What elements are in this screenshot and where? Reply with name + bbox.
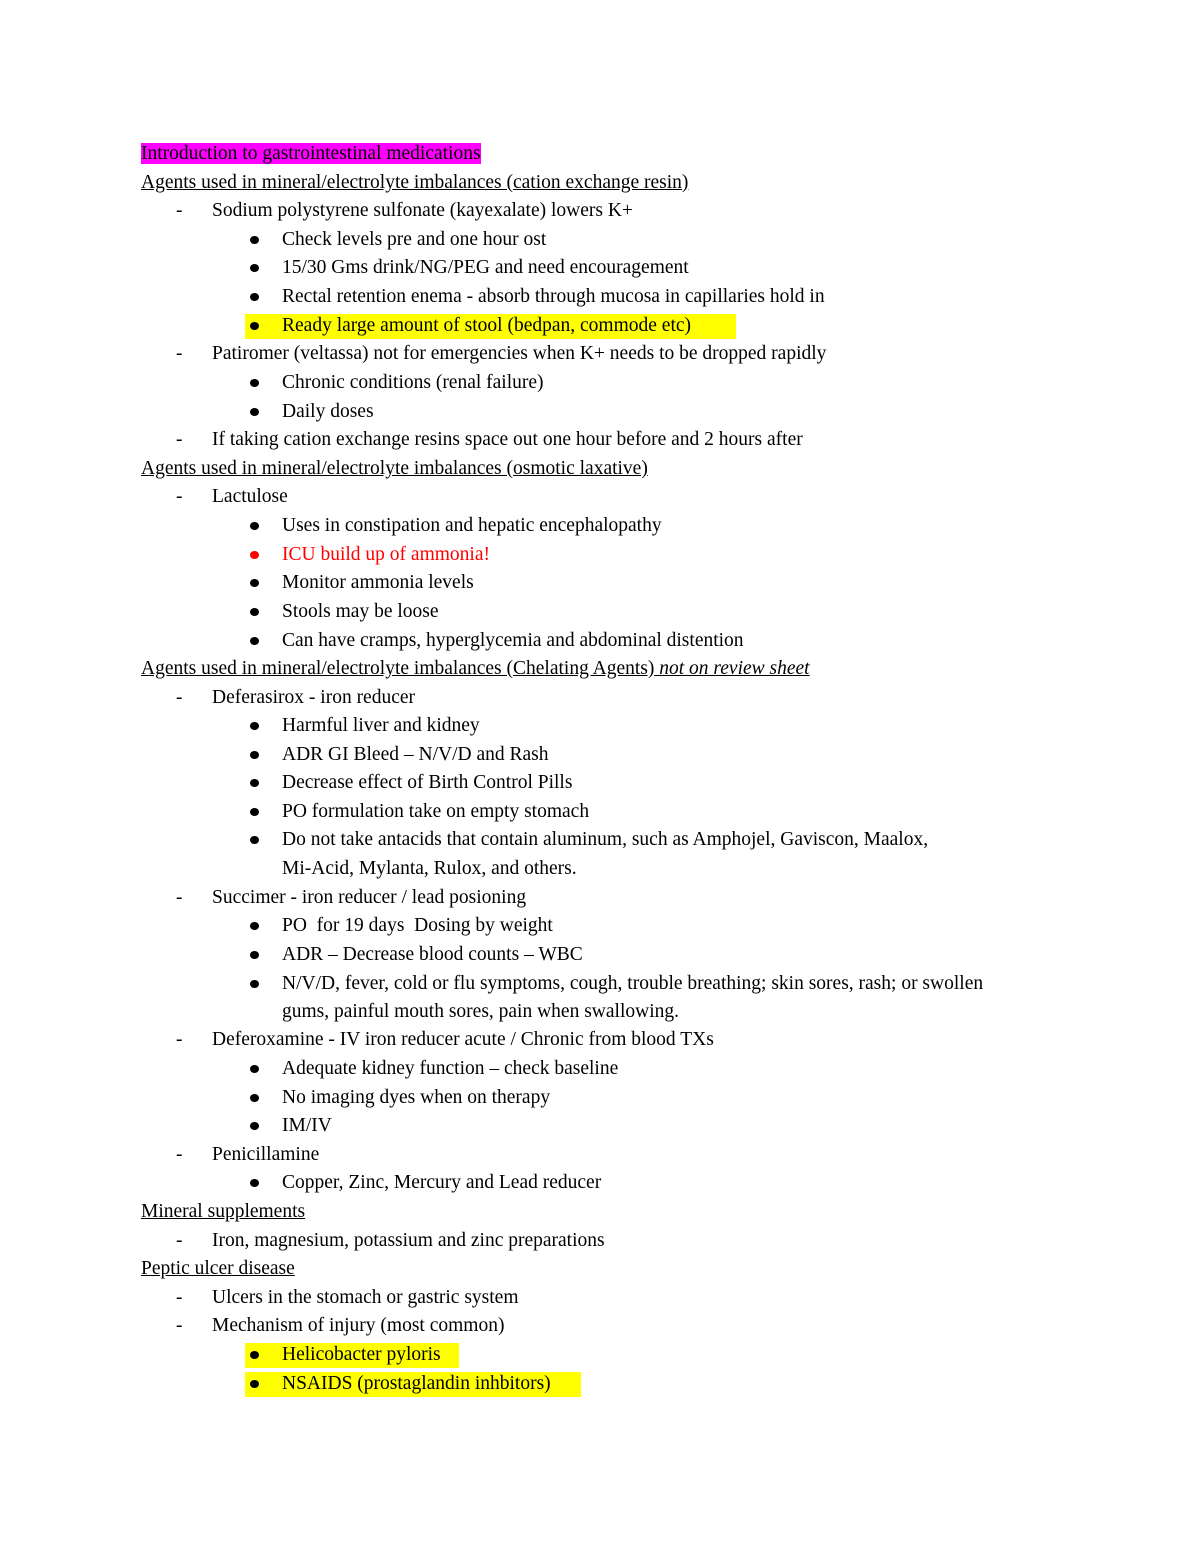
dash-marker: - [176, 343, 183, 364]
bullet-icon [250, 551, 259, 559]
section-heading-peptic: Peptic ulcer disease [141, 1258, 295, 1279]
section-heading-chelating: Agents used in mineral/electrolyte imbalances (Chelating Agents) not on review sheet [141, 658, 810, 679]
dash-marker: - [176, 1315, 183, 1336]
section-heading-mineral: Mineral supplements [141, 1201, 306, 1222]
bullet-icon [250, 608, 259, 616]
bullet-icon [250, 1380, 259, 1388]
bullet-icon [250, 322, 259, 330]
section-heading-cation: Agents used in mineral/electrolyte imbalances (cation exchange resin) [141, 172, 689, 193]
document-page: Introduction to gastrointestinal medications Agents used in mineral/electrolyte imbalances (cation exchange resin) - Sodium polystyrene sulfonate (kayexalate) lowers K+ Check levels pre and one hour ost 15/30 Gms drink/NG/PEG and need encouragement Rectal retention enema - absorb through mucosa in capillaries hold in Ready large amount of stool (bedpan, commode etc) - Patiromer (veltassa) not for emergencies when K+ needs to be dropped rapidly Chronic conditions (renal failure) Daily doses - If taking cation exchange resins space out one hour before and 2 hours after Agents used in mineral/electrolyte imbalances (osmotic laxative) - Lactulose Uses in constipation and hepatic encephalopathy ICU build up of ammonia! Monitor ammonia levels Stools may be loose Can have cramps, hyperglycemia and abdominal distention Agents used in mineral/electrolyte imbalances (Chelating Agents) not on review sheet - Deferasirox - iron reducer Harmful liver and kidney ADR GI Bleed – N/V/D and Rash Decrease effect of Birth Control Pills PO formulation take on empty stomach Do not take antacids that contain aluminum, such as Amphojel, Gaviscon, Maalox, Mi-Acid, Mylanta, Rulox, and others. - Succimer - iron reducer / lead posioning PO for 19 days Dosing by weight ADR – Decrease blood counts – WBC N/V/D, fever, cold or flu symptoms, cough, trouble breathing; skin sores, rash; or swollen gums, painful mouth sores, pain when swallowing. - Deferoxamine - IV iron reducer acute / Chronic from blood TXs Adequate kidney function – check baseline No imaging dyes when on therapy IM/IV - Penicillamine Copper, Zinc, Mercury and Lead reducer Mineral supplements - Iron, magnesium, potassium and zinc preparations Peptic ulcer disease - Ulcers in the stomach or gastric system - Mechanism of injury (most common) Helicobacter pyloris NSAIDS (prostaglandin inhbitors) [0, 0, 1200, 1553]
bullet-icon [250, 951, 259, 959]
dash-marker: - [176, 887, 183, 908]
bullet-icon [250, 637, 259, 645]
review-note: not on review sheet [659, 658, 810, 679]
bullet-icon [250, 408, 259, 416]
bullet-icon [250, 922, 259, 930]
bullet-icon [250, 236, 259, 244]
bullet-icon [250, 751, 259, 759]
bullet-icon [250, 836, 259, 844]
dash-marker: - [176, 1230, 183, 1251]
bullet-icon [250, 1179, 259, 1187]
bullet-icon [250, 808, 259, 816]
dash-marker: - [176, 1144, 183, 1165]
dash-marker: - [176, 429, 183, 450]
dash-marker: - [176, 687, 183, 708]
bullet-icon [250, 579, 259, 587]
bullet-icon [250, 293, 259, 301]
bullet-icon [250, 1065, 259, 1073]
bullet-icon [250, 779, 259, 787]
section-heading-osmotic: Agents used in mineral/electrolyte imbalances (osmotic laxative) [141, 458, 648, 479]
dash-marker: - [176, 1287, 183, 1308]
bullet-icon [250, 1094, 259, 1102]
dash-marker: - [176, 200, 183, 221]
bullet-icon [250, 1351, 259, 1359]
bullet-icon [250, 1122, 259, 1130]
page-title: Introduction to gastrointestinal medications [141, 143, 481, 164]
bullet-icon [250, 722, 259, 730]
list-item-continuation: Mi-Acid, Mylanta, Rulox, and others. [282, 858, 577, 879]
bullet-icon [250, 264, 259, 272]
bullet-icon [250, 980, 259, 988]
bullet-icon [250, 522, 259, 530]
dash-marker: - [176, 1029, 183, 1050]
dash-marker: - [176, 486, 183, 507]
bullet-icon [250, 379, 259, 387]
list-item-continuation: gums, painful mouth sores, pain when swallowing. [282, 1001, 679, 1022]
